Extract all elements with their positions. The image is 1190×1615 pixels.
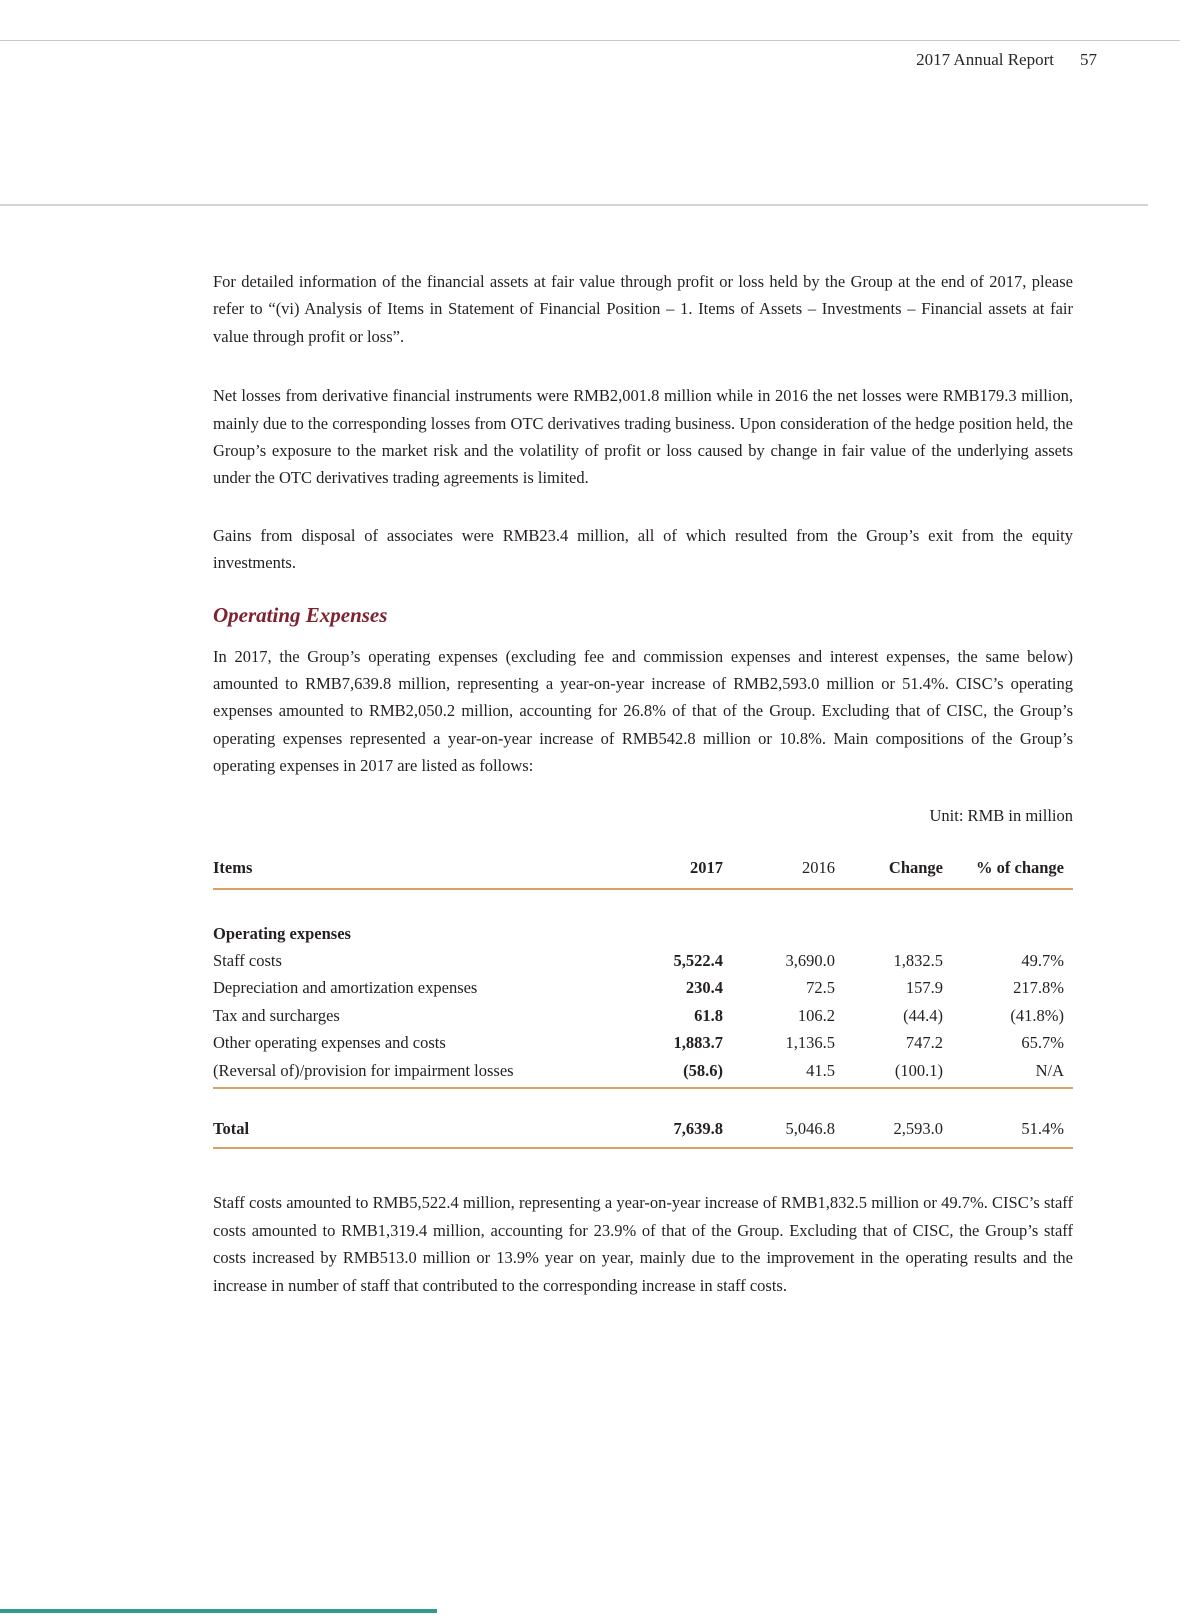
row-value-2017: 5,522.4 (673, 950, 723, 970)
report-title: 2017 Annual Report (916, 50, 1054, 69)
column-header-items: Items (213, 858, 253, 878)
table-row (213, 1057, 1073, 1089)
table-group-row (213, 920, 1073, 947)
row-value-pct: N/A (1035, 1060, 1064, 1080)
row-value-pct: (41.8%) (1010, 1005, 1064, 1025)
row-value-2016: 72.5 (806, 978, 835, 998)
total-label: Total (213, 1118, 250, 1138)
paragraph-net-losses: Net losses from derivative financial instruments were RMB2,001.8 million while in 2016 the net losses were RMB179.3 million, mainly due to the corresponding losses from OTC derivatives trading business. Upon consideration of the hedge position held, the Group’s exposure to the market risk and the volatility of profit or loss caused by change in fair value of the underlying assets under the OTC derivatives trading agreements is limited. (213, 386, 1073, 488)
total-value-change: 2,593.0 (893, 1118, 943, 1138)
row-value-2017: 230.4 (685, 978, 723, 998)
column-header-2016: 2016 (802, 858, 835, 878)
page-number: 57 (1080, 50, 1097, 69)
row-value-2017: 1,883.7 (673, 1033, 723, 1053)
row-value-change: 1,832.5 (893, 950, 943, 970)
document-body (213, 0, 1073, 1299)
column-header-change: Change (888, 858, 943, 878)
table-row (213, 1002, 1073, 1029)
operating-expenses-table (213, 854, 1073, 1149)
row-value-change: 747.2 (905, 1033, 943, 1053)
table-row (213, 974, 1073, 1001)
total-value-2016: 5,046.8 (785, 1118, 835, 1138)
table-header-row (213, 854, 1073, 889)
row-value-2016: 1,136.5 (785, 1033, 835, 1053)
row-value-pct: 65.7% (1021, 1033, 1064, 1053)
group-label: Operating expenses (213, 923, 351, 943)
row-value-2016: 3,690.0 (785, 950, 835, 970)
row-value-2017: (58.6) (683, 1060, 723, 1080)
column-header-2017: 2017 (690, 858, 723, 878)
total-value-pct: 51.4% (1021, 1118, 1064, 1138)
row-item-label: Tax and surcharges (213, 1005, 340, 1025)
row-item-label: Staff costs (213, 950, 282, 970)
total-value-2017: 7,639.8 (673, 1118, 723, 1138)
row-item-label: Other operating expenses and costs (213, 1033, 446, 1053)
paragraph-operating-expenses-intro: In 2017, the Group’s operating expenses (excluding fee and commission expenses and interest expenses, the same below) amounted to RMB7,639.8 million, representing a year-on-year increase of RMB2,593.0 million or 51.4%. CISC’s operating expenses amounted to RMB2,050.2 million, accounting for 26.8% of that of the Group. Excluding that of CISC, the Group’s operating expenses represented a year-on-year increase of RMB542.8 million or 10.8%. Main compositions of the Group’s operating expenses in 2017 are listed as follows: (213, 646, 1073, 776)
paragraph-gains-disposal: Gains from disposal of associates were RMB23.4 million, all of which resulted from the Group’s exit from the equity investments. (213, 525, 1073, 573)
paragraph-staff-costs: Staff costs amounted to RMB5,522.4 million, representing a year-on-year increase of RMB1,832.5 million or 49.7%. CISC’s staff costs amounted to RMB1,319.4 million, accounting for 23.9% of that of the Group. Excluding that of CISC, the Group’s staff costs increased by RMB513.0 million or 13.9% year on year, mainly due to the improvement in the operating results and the increase in number of staff that contributed to the corresponding increase in staff costs. (213, 1193, 1073, 1295)
table-row (213, 947, 1073, 974)
footer-accent-bar (0, 1609, 437, 1613)
row-value-2016: 41.5 (806, 1060, 835, 1080)
table-unit-note: Unit: RMB in million (929, 805, 1073, 825)
table-row (213, 1029, 1073, 1056)
row-value-2017: 61.8 (694, 1005, 723, 1025)
column-header-pct-change: % of change (976, 858, 1064, 878)
row-value-change: (100.1) (894, 1060, 943, 1080)
row-item-label: (Reversal of)/provision for impairment losses (213, 1060, 514, 1080)
paragraph-financial-assets: For detailed information of the financial assets at fair value through profit or loss held by the Group at the end of 2017, please refer to “(vi) Analysis of Items in Statement of Financial Position – 1. Items of Assets – Investments – Financial assets at fair value through profit or loss”. (213, 272, 1073, 346)
row-value-2016: 106.2 (797, 1005, 835, 1025)
section-heading-operating-expenses: Operating Expenses (213, 602, 388, 627)
row-value-change: (44.4) (903, 1005, 943, 1025)
row-value-pct: 217.8% (1013, 978, 1064, 998)
row-value-pct: 49.7% (1021, 950, 1064, 970)
table-total-row (213, 1115, 1073, 1149)
row-value-change: 157.9 (905, 978, 943, 998)
row-item-label: Depreciation and amortization expenses (213, 978, 478, 998)
